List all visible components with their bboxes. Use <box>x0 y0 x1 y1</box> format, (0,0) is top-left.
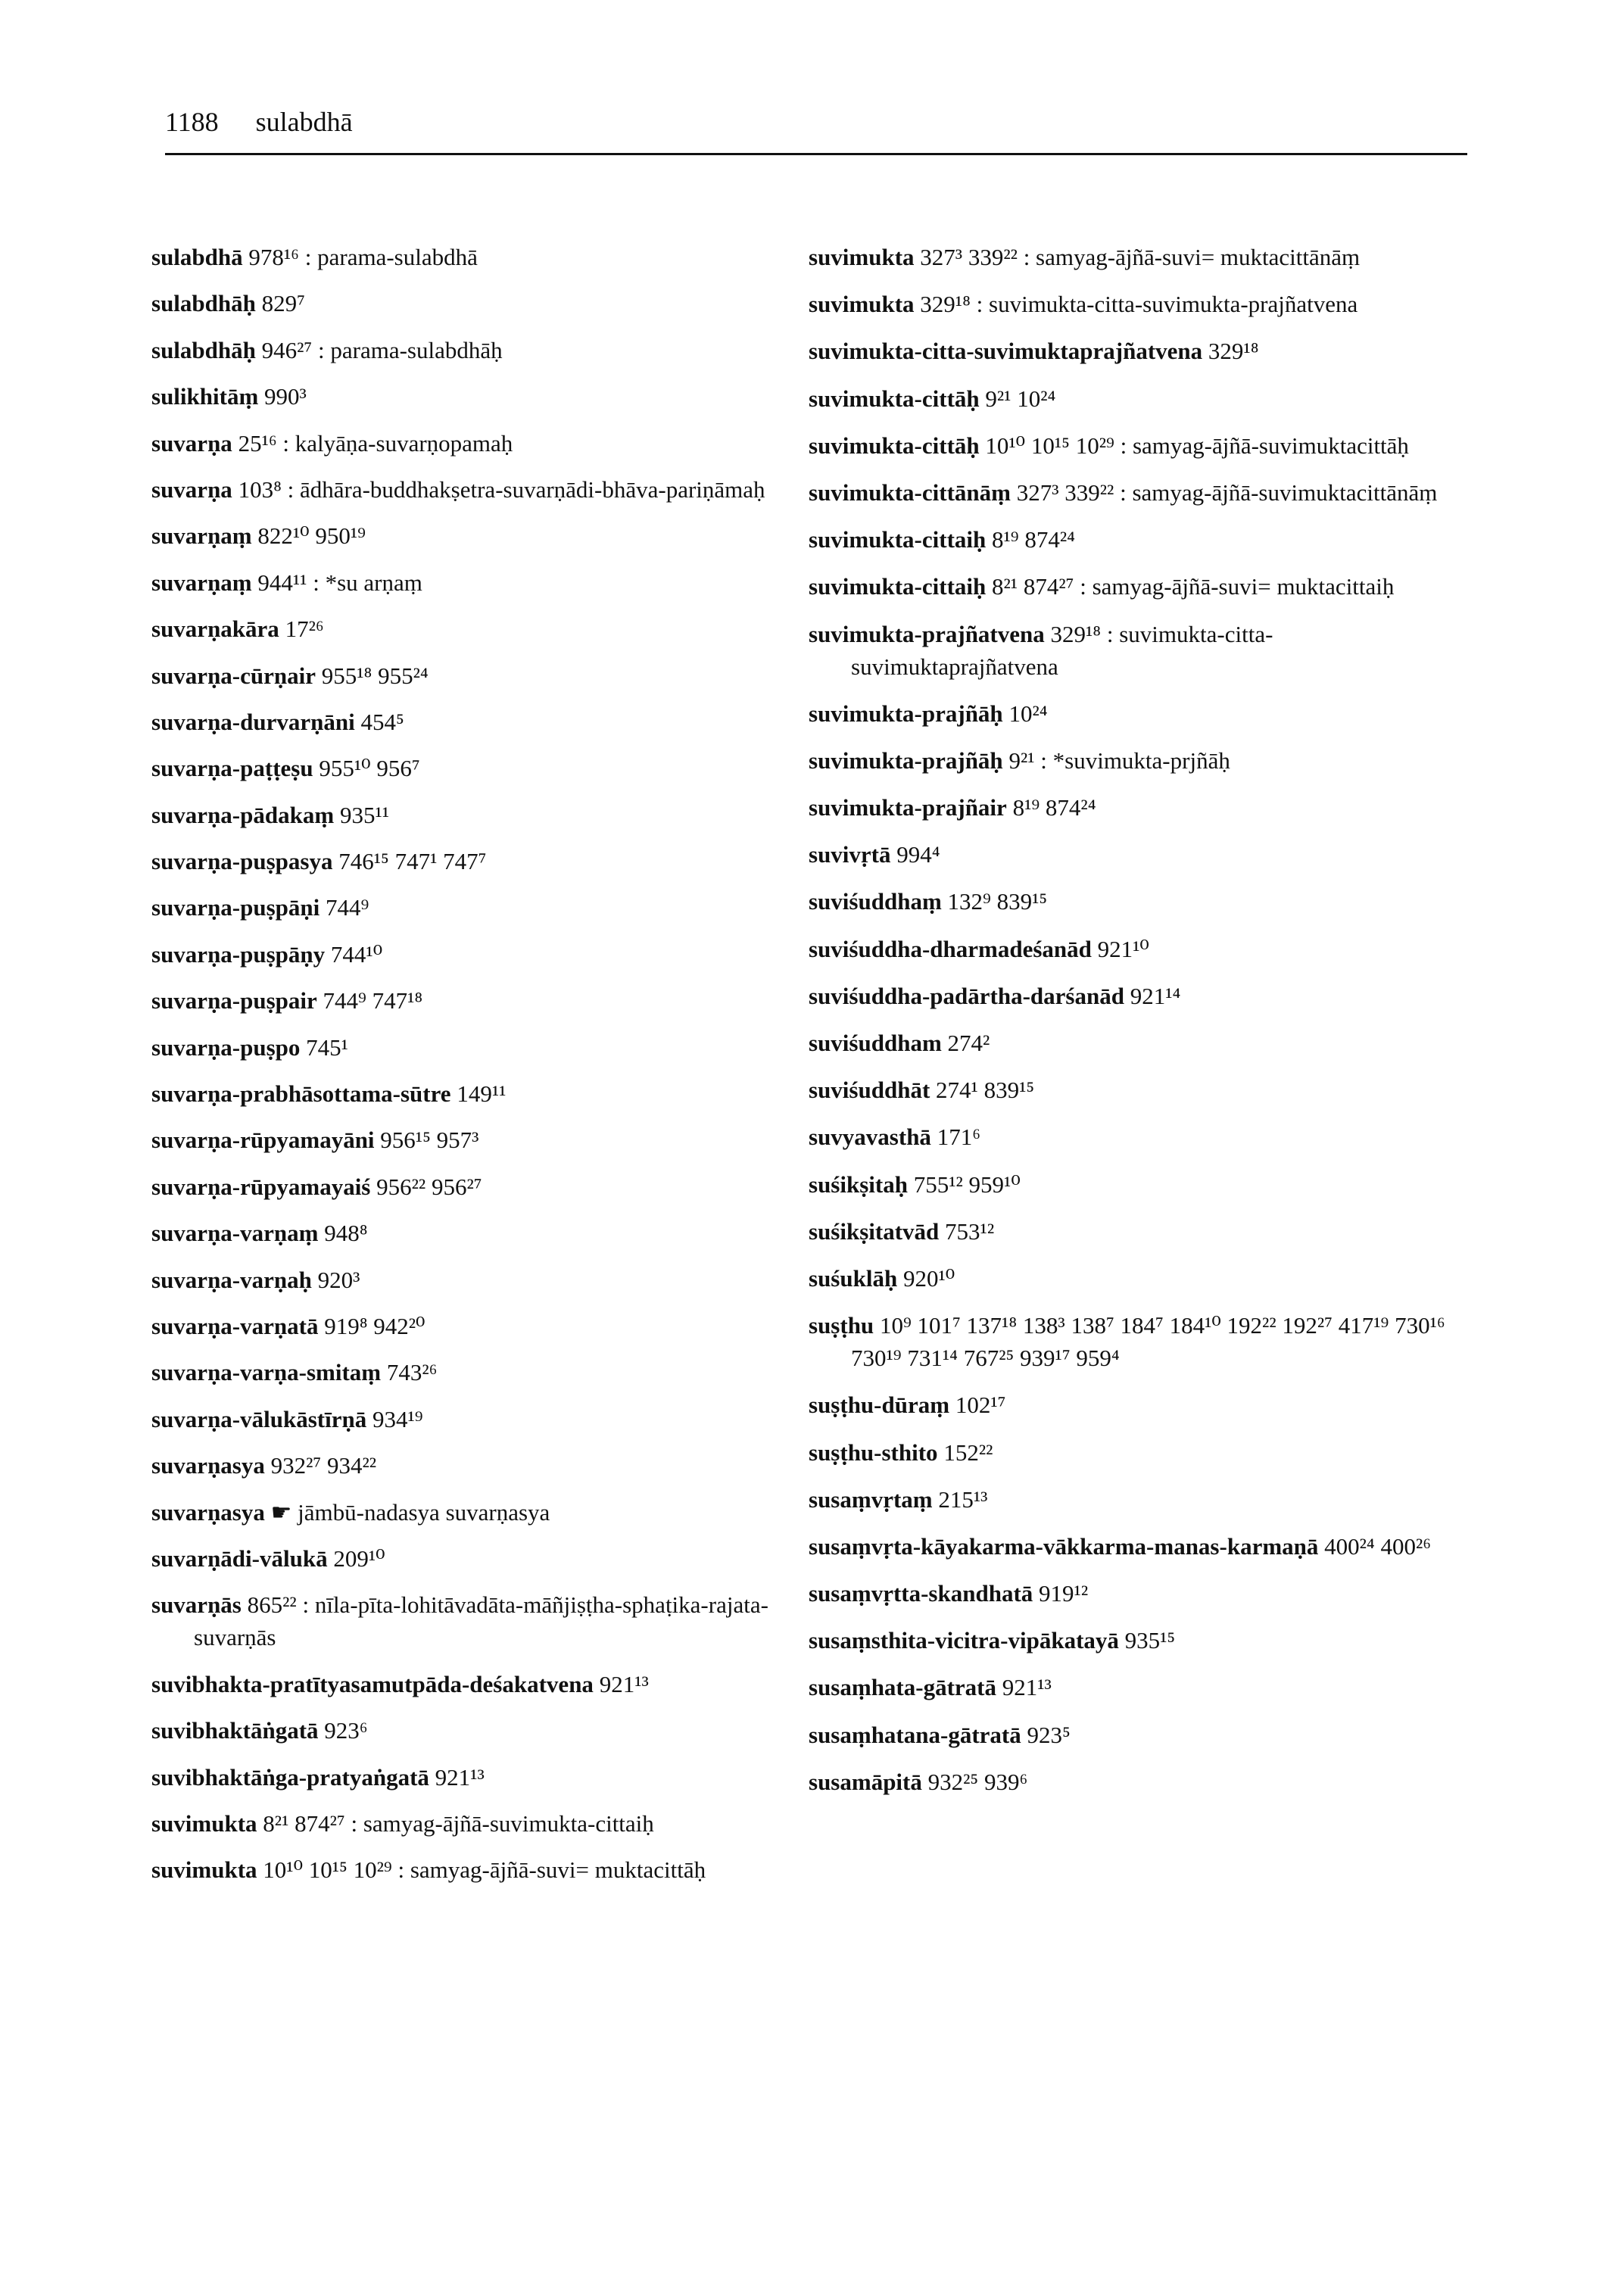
index-entry <box>151 1449 803 1482</box>
entry-references: 8²¹ 874²⁷ <box>263 1809 345 1837</box>
entry-headword: susaṃsthita-vicitra-vipākatayā <box>809 1627 1119 1654</box>
entry-headword: suśikṣitatvād <box>809 1217 940 1245</box>
entry-headword: suvarṇās <box>151 1591 242 1619</box>
entry-references: 990³ <box>264 383 307 410</box>
index-entry <box>151 984 803 1017</box>
entry-headword: susaṃvṛtaṃ <box>809 1485 933 1513</box>
entry-headword: suvarṇa-varṇa-smitaṃ <box>151 1359 382 1386</box>
entry-headword: susaṃhatana-gātratā <box>809 1721 1021 1748</box>
entry-references: 932²⁷ 934²² <box>270 1452 377 1479</box>
entry-headword: suvimukta-citta-suvimuktaprajñatvena <box>809 338 1203 365</box>
entry-references: 274¹ 839¹⁵ <box>936 1077 1035 1104</box>
entry-references: 923⁶ <box>324 1717 368 1744</box>
index-entry <box>151 845 803 877</box>
index-entry <box>151 473 803 506</box>
entry-references: 745¹ <box>306 1033 348 1061</box>
entry-references: 948⁸ <box>324 1220 368 1247</box>
index-entry <box>809 1766 1460 1798</box>
entry-headword: suvimukta <box>151 1856 257 1884</box>
entry-references: 934¹⁹ <box>372 1405 423 1432</box>
entry-references: 215¹³ <box>938 1485 988 1513</box>
index-entry <box>809 241 1460 273</box>
entry-headword: susaṃvṛta-kāyakarma-vākkarma-manas-karmaṇā <box>809 1532 1319 1560</box>
entry-references: 8¹⁹ 874²⁴ <box>992 526 1075 553</box>
entry-references: 329¹⁸ <box>920 291 971 318</box>
index-entry <box>151 659 803 692</box>
entry-headword: suvimukta-cittaiḥ <box>809 526 987 553</box>
entry-headword: suvarṇa <box>151 429 232 457</box>
entry-headword: suvimukta-prajñair <box>809 794 1007 821</box>
entry-references: 921¹³ <box>599 1670 649 1697</box>
entry-references: 919¹² <box>1039 1580 1089 1607</box>
entry-references: 10¹⁰ 10¹⁵ 10²⁹ <box>985 432 1114 459</box>
entry-references: 8¹⁹ 874²⁴ <box>1012 794 1096 821</box>
index-entry <box>151 1077 803 1110</box>
index-entry <box>809 1074 1460 1106</box>
entry-references: 921¹⁴ <box>1130 982 1181 1009</box>
entry-headword: suvarṇa-varṇaḥ <box>151 1266 312 1293</box>
index-entry <box>151 1124 803 1156</box>
index-entry <box>151 427 803 460</box>
entry-references: 755¹² 959¹⁰ <box>913 1170 1021 1198</box>
entry-headword: suvimukta-cittaiḥ <box>809 573 987 600</box>
entry-references: 978¹⁶ <box>248 244 299 270</box>
entry-headword: suvibhakta-pratītyasamutpāda-deśakatvena <box>151 1670 594 1697</box>
index-entry <box>809 1309 1460 1374</box>
entry-headword: suvarṇa-vālukāstīrṇā <box>151 1405 367 1432</box>
index-entry <box>809 885 1460 918</box>
entry-references: 944¹¹ <box>257 569 307 596</box>
entry-headword: suvarṇakāra <box>151 616 279 643</box>
entry-references: 10⁹ 101⁷ 137¹⁸ 138³ 138⁷ 184⁷ 184¹⁰ 192²² 192²⁷ 417¹⁹ 730¹⁶ 730¹⁹ 731¹⁴ 767²⁵ 939¹⁷ 959⁴ <box>851 1312 1445 1372</box>
entry-headword: suvimukta-cittāḥ <box>809 385 980 412</box>
index-entry <box>151 799 803 831</box>
entry-references: 102¹⁷ <box>955 1392 1006 1419</box>
entry-references: 274² <box>947 1030 990 1056</box>
entry-references: 209¹⁰ <box>333 1544 385 1572</box>
index-entry <box>809 838 1460 871</box>
entry-references: 171⁶ <box>937 1124 980 1151</box>
entry-headword: suvarṇa-varṇaṃ <box>151 1220 319 1247</box>
entry-gloss: : parama-sulabdhā <box>304 244 478 270</box>
entry-headword: sulabdhāḥ <box>151 290 256 317</box>
entry-headword: suviśuddha-dharmadeśanād <box>809 935 1092 962</box>
index-entry <box>151 287 803 319</box>
entry-headword: suvarṇa-varṇatā <box>151 1312 319 1339</box>
index-entry <box>809 1577 1460 1610</box>
entry-gloss: : samyag-ājñā-suvi= muktacittāḥ <box>397 1856 706 1884</box>
entry-headword: sulabdhāḥ <box>151 336 256 363</box>
entry-references: 400²⁴ 400²⁶ <box>1324 1532 1432 1560</box>
index-entry <box>809 1671 1460 1703</box>
entry-headword: sulikhitāṃ <box>151 383 259 410</box>
entry-references: 454⁵ <box>360 708 404 735</box>
entry-references: 822¹⁰ 950¹⁹ <box>257 522 366 550</box>
index-entry <box>809 980 1460 1012</box>
index-entry <box>809 570 1460 603</box>
entry-headword: suvarṇādi-vālukā <box>151 1544 328 1572</box>
entry-references: 956²² 956²⁷ <box>376 1173 482 1200</box>
entry-headword: suvarṇasya <box>151 1498 265 1526</box>
entry-references: 920³ <box>317 1266 360 1293</box>
entry-headword: suvibhaktāṅga-pratyaṅgatā <box>151 1763 429 1791</box>
entry-headword: suvarṇa-puṣpasya <box>151 848 333 875</box>
entry-gloss: : samyag-ājñā-suvimuktacittānāṃ <box>1120 478 1438 506</box>
entry-references: 10²⁴ <box>1008 700 1048 727</box>
entry-headword: susamāpitā <box>809 1768 922 1795</box>
entry-headword: susaṃhata-gātratā <box>809 1674 996 1701</box>
entry-gloss: : suvimukta-citta-suvimukta-prajñatvena <box>976 291 1358 318</box>
index-entry <box>151 1588 803 1653</box>
index-entry <box>151 1761 803 1794</box>
entry-references: 829⁷ <box>261 290 305 317</box>
index-entry <box>809 1530 1460 1563</box>
index-entry <box>151 1807 803 1840</box>
entry-gloss: : samyag-ājñā-suvimukta-cittaiḥ <box>351 1809 654 1837</box>
entry-gloss: : samyag-ājñā-suvimuktacittāḥ <box>1120 432 1409 459</box>
entry-headword: suvarṇa <box>151 475 232 503</box>
index-entry <box>809 1168 1460 1201</box>
entry-gloss: : ādhāra-buddhakṣetra-suvarṇādi-bhāva-pariṇāmaḥ <box>287 475 765 503</box>
entry-references: 8²¹ 874²⁷ <box>992 573 1074 600</box>
entry-headword: suvarṇaṃ <box>151 522 252 550</box>
entry-references: 923⁵ <box>1027 1721 1071 1748</box>
entry-headword: susaṃvṛtta-skandhatā <box>809 1580 1033 1607</box>
entry-references: 744⁹ 747¹⁸ <box>323 987 423 1015</box>
entry-headword: suvarṇa-puṣpāṇy <box>151 940 326 968</box>
entry-references: 753¹² <box>945 1217 995 1245</box>
entry-references: 935¹¹ <box>339 801 390 828</box>
entry-references: 329¹⁸ <box>1208 338 1259 365</box>
entry-references: 955¹⁸ 955²⁴ <box>321 662 429 689</box>
entry-references: 25¹⁶ <box>238 429 277 457</box>
entry-headword: suṣṭhu-sthito <box>809 1438 938 1466</box>
index-entry <box>151 1853 803 1886</box>
entry-headword: suvimukta-prajñāḥ <box>809 700 1003 727</box>
entry-headword: suvimukta-cittāḥ <box>809 432 980 459</box>
entry-gloss: : samyag-ājñā-suvi= muktacittaiḥ <box>1080 573 1395 600</box>
left-column <box>151 241 803 1900</box>
entry-headword: suvarṇa-rūpyamayaiś <box>151 1173 371 1200</box>
index-entry <box>809 1436 1460 1469</box>
entry-gloss: : samyag-ājñā-suvi= muktacittānāṃ <box>1023 244 1361 270</box>
index-entry <box>809 1389 1460 1421</box>
entry-headword: suvarṇa-rūpyamayāni <box>151 1127 375 1154</box>
right-column <box>809 241 1460 1812</box>
entry-headword: suvimukta <box>809 291 915 318</box>
entry-headword: suvarṇasya <box>151 1452 265 1479</box>
entry-references: 329¹⁸ <box>1050 620 1102 647</box>
index-entry <box>809 523 1460 556</box>
entry-headword: suvibhaktāṅgatā <box>151 1717 319 1744</box>
index-entry <box>151 1170 803 1203</box>
entry-headword: suvimukta <box>809 244 915 270</box>
entry-references: 955¹⁰ 956⁷ <box>319 755 420 782</box>
entry-references: 935¹⁵ <box>1124 1627 1176 1654</box>
index-entry <box>151 752 803 784</box>
entry-headword: suvarṇa-puṣpāṇi <box>151 894 320 921</box>
index-entry <box>151 1310 803 1342</box>
entry-references: 865²² <box>247 1591 297 1619</box>
entry-headword: suvimukta <box>151 1809 257 1837</box>
index-entry <box>809 1719 1460 1751</box>
index-entry <box>151 519 803 552</box>
index-entry <box>151 1496 803 1529</box>
entry-headword: suvivṛtā <box>809 841 891 868</box>
entry-gloss: : parama-sulabdhāḥ <box>318 336 503 363</box>
index-entry <box>151 1542 803 1575</box>
index-entry <box>809 382 1460 415</box>
entry-references: 327³ 339²² <box>920 244 1018 270</box>
entry-references: 946²⁷ <box>261 336 313 363</box>
index-entry <box>151 1668 803 1700</box>
entry-headword: suvarṇa-pādakaṃ <box>151 801 335 828</box>
header-rule <box>165 153 1467 155</box>
index-entry <box>151 334 803 366</box>
entry-references: 9²¹ <box>1008 746 1035 774</box>
entry-references: 932²⁵ 939⁶ <box>927 1768 1028 1795</box>
index-entry <box>809 335 1460 367</box>
entry-gloss: : nīla-pīta-lohitāvadāta-māñjiṣṭha-sphaṭika-rajata-suvarṇās <box>194 1591 768 1651</box>
entry-references: 956¹⁵ 957³ <box>380 1127 479 1154</box>
entry-headword: suviśuddham <box>809 1030 942 1056</box>
index-entry <box>809 1215 1460 1248</box>
entry-headword: suvarṇa-prabhāsottama-sūtre <box>151 1080 451 1108</box>
index-entry <box>809 697 1460 730</box>
entry-references: 921¹⁰ <box>1097 935 1149 962</box>
index-entry <box>809 1262 1460 1295</box>
entry-references: 132⁹ 839¹⁵ <box>947 888 1048 915</box>
entry-headword: suvarṇa-puṣpair <box>151 987 317 1015</box>
entry-references: 327³ 339²² <box>1016 478 1114 506</box>
index-entry <box>151 706 803 738</box>
entry-references: 152²² <box>943 1438 993 1466</box>
index-entry <box>151 891 803 924</box>
entry-gloss: : *suvimukta-prjñāḥ <box>1040 746 1230 774</box>
index-entry <box>809 1121 1460 1153</box>
index-entry <box>151 938 803 971</box>
entry-references: 920¹⁰ <box>902 1264 955 1292</box>
index-entry <box>151 1217 803 1249</box>
index-entry <box>151 612 803 645</box>
entry-references: 744¹⁰ <box>330 940 383 968</box>
entry-references: 746¹⁵ 747¹ 747⁷ <box>338 848 487 875</box>
entry-gloss: : suvimukta-citta-suvimuktaprajñatvena <box>851 620 1273 680</box>
entry-references: 921¹³ <box>435 1763 485 1791</box>
index-entry <box>151 1714 803 1747</box>
entry-headword: suvarṇa-paṭṭeṣu <box>151 755 313 782</box>
entry-gloss: : *su arṇaṃ <box>313 569 422 596</box>
index-entry <box>809 744 1460 777</box>
index-entry <box>809 618 1460 683</box>
entry-references: 994⁴ <box>896 841 940 868</box>
index-entry <box>151 241 803 273</box>
page-header <box>165 106 353 138</box>
running-title: sulabdhā <box>255 107 353 137</box>
index-entry <box>151 1403 803 1435</box>
index-entry <box>809 791 1460 824</box>
entry-headword: suvarṇa-durvarṇāni <box>151 708 355 735</box>
index-entry <box>809 1624 1460 1657</box>
entry-gloss: ☛ jāmbū-nadasya suvarṇasya <box>270 1498 550 1526</box>
index-entry <box>809 1027 1460 1059</box>
index-entry <box>809 429 1460 462</box>
index-entry <box>151 380 803 413</box>
entry-headword: sulabdhā <box>151 244 243 270</box>
entry-headword: suvimukta-prajñatvena <box>809 620 1045 647</box>
entry-headword: suvimukta-cittānāṃ <box>809 478 1011 506</box>
entry-headword: suśuklāḥ <box>809 1264 898 1292</box>
index-entry <box>151 566 803 599</box>
entry-references: 919⁸ 942²⁰ <box>324 1312 425 1339</box>
entry-headword: suśikṣitaḥ <box>809 1170 908 1198</box>
entry-references: 744⁹ <box>326 894 369 921</box>
index-entry <box>151 1031 803 1064</box>
entry-gloss: : kalyāṇa-suvarṇopamaḥ <box>282 429 513 457</box>
entry-references: 149¹¹ <box>457 1080 507 1108</box>
entry-headword: suṣṭhu <box>809 1312 874 1339</box>
index-entry <box>151 1264 803 1296</box>
index-entry <box>809 933 1460 965</box>
page-number: 1188 <box>165 107 219 137</box>
entry-headword: suviśuddhāt <box>809 1077 930 1104</box>
entry-headword: suṣṭhu-dūraṃ <box>809 1392 950 1419</box>
entry-headword: suvyavasthā <box>809 1124 931 1151</box>
entry-headword: suvarṇa-puṣpo <box>151 1033 301 1061</box>
entry-references: 10¹⁰ 10¹⁵ 10²⁹ <box>263 1856 392 1884</box>
index-entry <box>809 1483 1460 1516</box>
entry-references: 743²⁶ <box>386 1359 438 1386</box>
entry-headword: suviśuddhaṃ <box>809 888 942 915</box>
entry-headword: suvarṇaṃ <box>151 569 252 596</box>
index-entry <box>809 476 1460 509</box>
entry-references: 9²¹ 10²⁴ <box>985 385 1056 412</box>
index-entry <box>151 1356 803 1389</box>
entry-references: 921¹³ <box>1002 1674 1052 1701</box>
entry-references: 103⁸ <box>238 475 282 503</box>
entry-references: 17²⁶ <box>285 616 324 643</box>
entry-headword: suvimukta-prajñāḥ <box>809 746 1003 774</box>
entry-headword: suviśuddha-padārtha-darśanād <box>809 982 1124 1009</box>
index-entry <box>809 288 1460 320</box>
entry-headword: suvarṇa-cūrṇair <box>151 662 316 689</box>
